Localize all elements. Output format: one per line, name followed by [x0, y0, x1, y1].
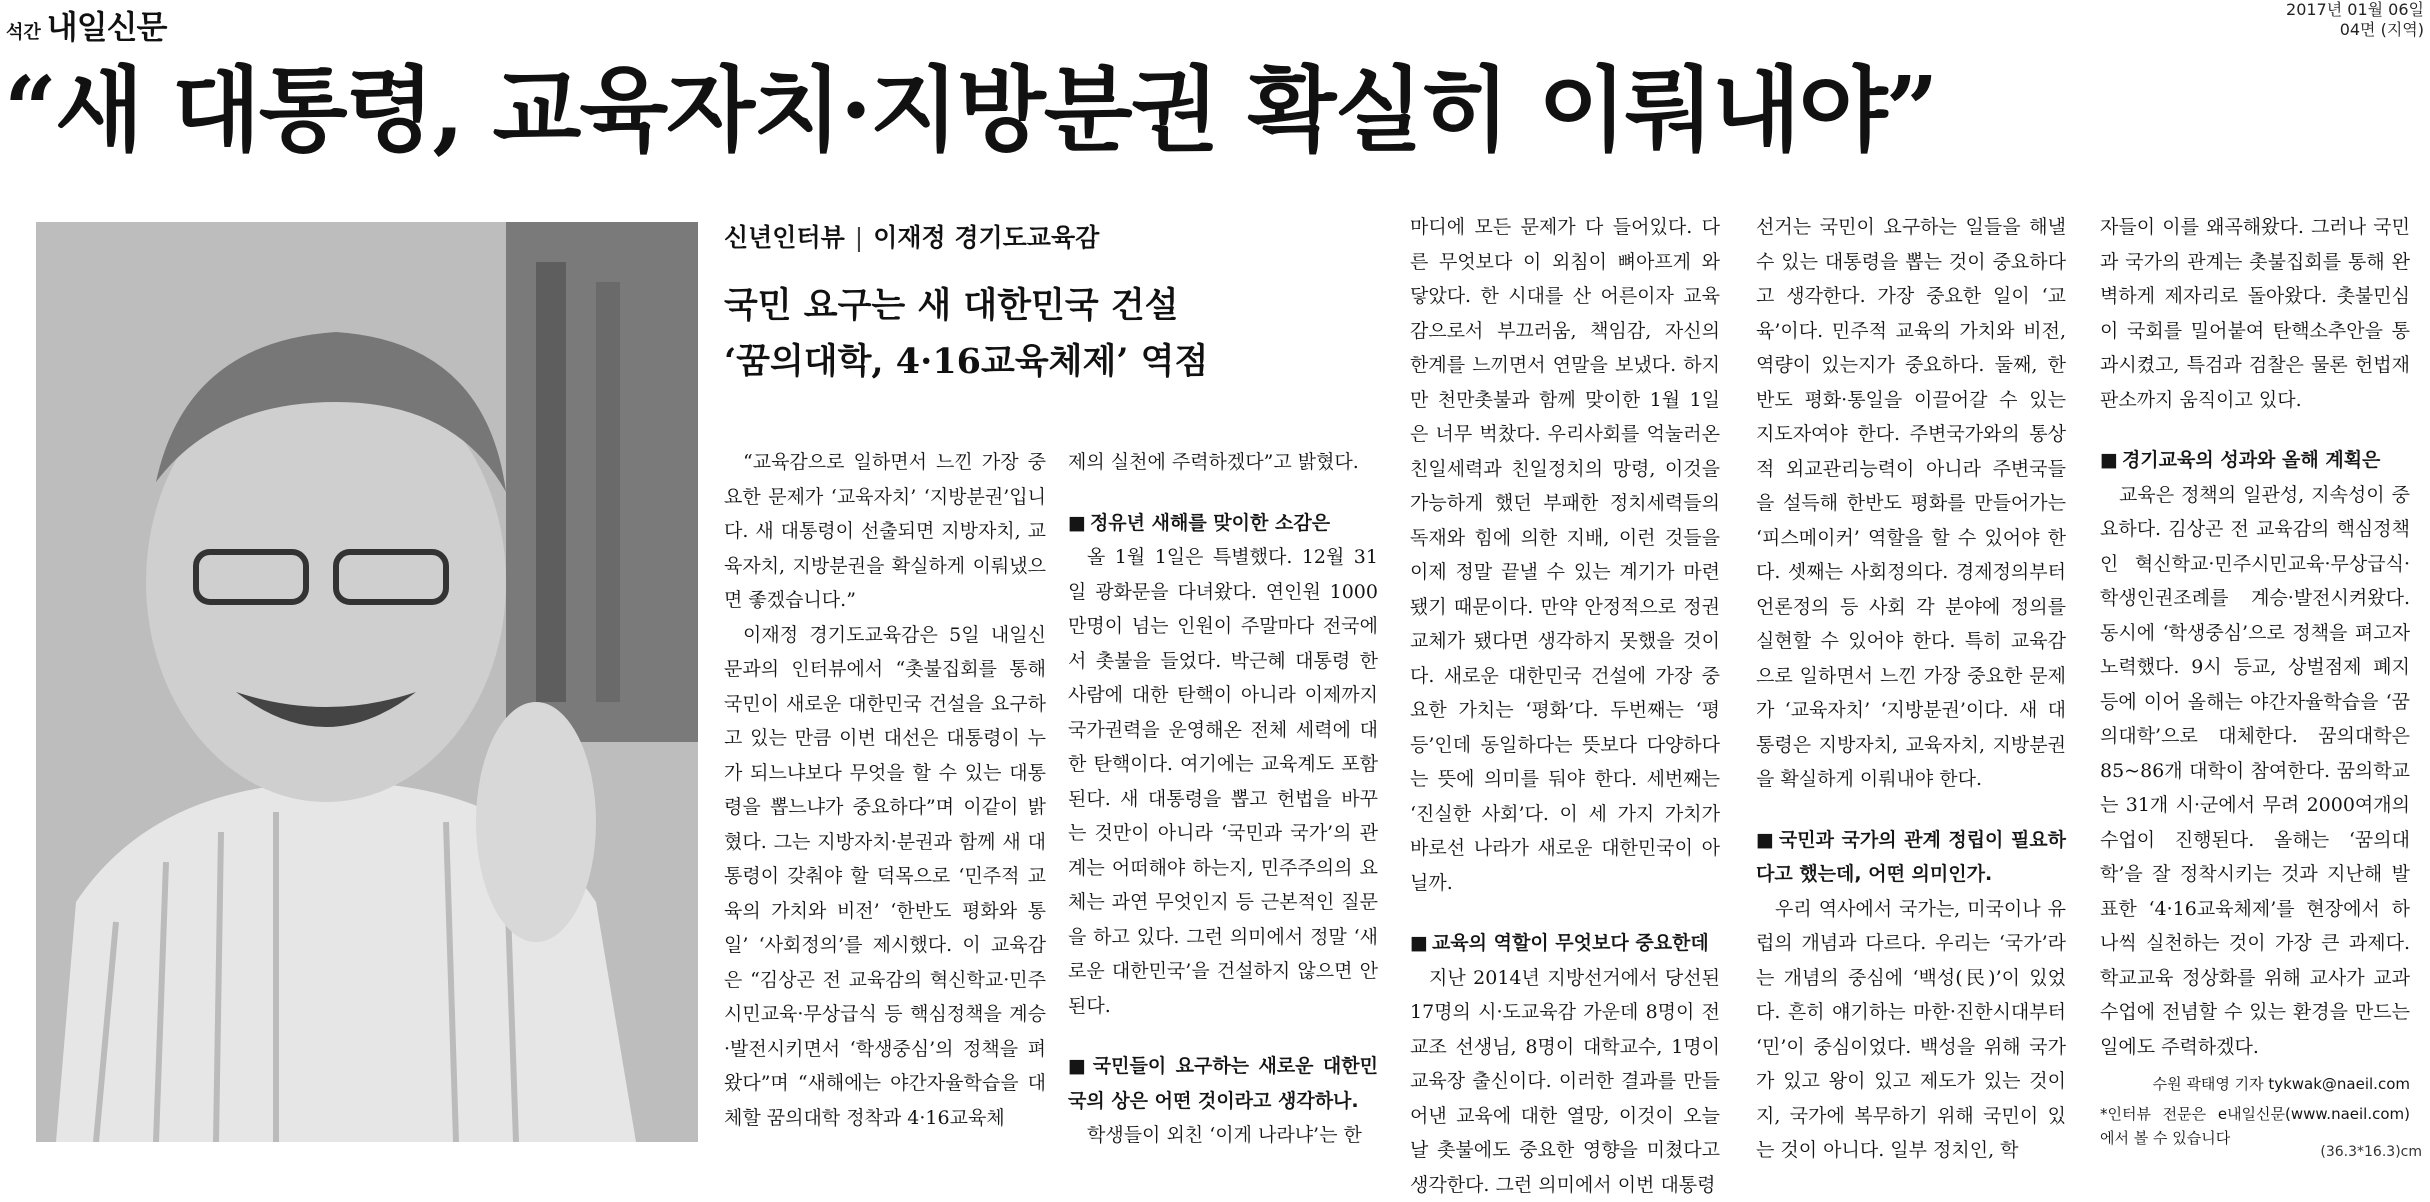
clipping-size: (36.3*16.3)cm [2320, 1144, 2422, 1160]
paragraph: 선거는 국민이 요구하는 일들을 해낼 수 있는 대통령을 뽑는 것이 중요하다고 생각한다. 가장 중요한 일이 ‘교육’이다. 민주적 교육의 가치와 비전, 역량이 있는지가 중요하다. 둘째, 한반도 평화·통일을 이끌어갈 수 있는 지도자여야 한다. 주변국가와의 통상적 외교관리능력이 아니라 주변국들을 설득해 한반도 평화를 만들어가는 ‘피스메이커’ 역할을 할 수 있어야 한다. 셋째는 사회정의다. 경제정의부터 언론정의 등 사회 각 분야에 정의를 실현할 수 있어야 한다. 특히 교육감으로 일하면서 느낀 가장 중요한 문제가 ‘교육자치’ ‘지방분권’이다. 새 대통령은 지방자치, 교육자치, 지방분권을 확실하게 이뤄내야 한다. [1756, 210, 2066, 797]
interview-photo [36, 222, 698, 1142]
headline: “새 대통령, 교육자치·지방분권 확실히 이뤄내야” [4, 40, 2424, 180]
question-heading: ■ 교육의 역할이 무엇보다 중요한데 [1410, 926, 1720, 961]
sub-headline-line-1: 국민 요구는 새 대한민국 건설 [724, 278, 1384, 334]
issue-meta [2286, 0, 2424, 40]
series-label: 신년인터뷰 [724, 223, 845, 252]
article-column-4 [1756, 210, 2066, 1168]
sub-headline [724, 278, 1384, 390]
masthead-logo: 내일신문 [47, 2, 167, 48]
article-column-1 [724, 445, 1046, 1135]
paragraph: “교육감으로 일하면서 느낀 가장 중요한 문제가 ‘교육자치’ ‘지방분권’입니다. 새 대통령이 선출되면 지방자치, 교육자치, 지방분권을 확실하게 이뤄냈으면 좋겠습니다.” [724, 445, 1046, 618]
paragraph: 자들이 이를 왜곡해왔다. 그러나 국민과 국가의 관계는 촛불집회를 통해 완벽하게 제자리로 돌아왔다. 촛불민심이 국회를 밀어붙여 탄핵소추안을 통과시켰고, 특검과 검찰은 물론 헌법재판소까지 움직이고 있다. [2100, 210, 2410, 417]
question-heading: ■ 국민과 국가의 관계 정립이 필요하다고 했는데, 어떤 의미인가. [1756, 823, 2066, 892]
portrait-illustration [36, 222, 698, 1142]
paragraph: 학생들이 외친 ‘이게 나라냐’는 한 [1068, 1118, 1378, 1153]
sub-headline-line-2: ‘꿈의대학, 4·16교육체제’ 역점 [724, 334, 1384, 390]
paragraph: 이재정 경기도교육감은 5일 내일신문과의 인터뷰에서 “촛불집회를 통해 국민이 새로운 대한민국 건설을 요구하고 있는 만큼 이번 대선은 대통령이 누가 되느냐보다 무엇을 할 수 있는 대통령을 뽑느냐가 중요하다”며 이같이 밝혔다. 그는 지방자치·분권과 함께 새 대통령이 갖춰야 할 덕목으로 ‘민주적 교육의 가치와 비전’ ‘한반도 평화와 통일’ ‘사회정의’를 제시했다. 이 교육감은 “김상곤 전 교육감의 혁신학교·민주시민교육·무상급식 등 핵심정책을 계승·발전시키면서 ‘학생중심’의 정책을 펴왔다”며 “새해에는 야간자율학습을 대체할 꿈의대학 정착과 4·16교육체 [724, 618, 1046, 1136]
paragraph: 제의 실천에 주력하겠다”고 밝혔다. [1068, 445, 1378, 480]
paragraph: 교육은 정책의 일관성, 지속성이 중요하다. 김상곤 전 교육감의 핵심정책인 혁신학교·민주시민교육·무상급식·학생인권조례를 계승·발전시켜왔다. 동시에 ‘학생중심’으로 정책을 펴고자 노력했다. 9시 등교, 상벌점제 폐지 등에 이어 올해는 야간자율학습을 ‘꿈의대학’으로 대체한다. 꿈의대학은 85~86개 대학이 참여한다. 꿈의학교는 31개 시·군에서 무려 2000여개의 수업이 진행된다. 올해는 ‘꿈의대학’을 잘 정착시키는 것과 지난해 발표한 ‘4·16교육체제’를 현장에서 하나씩 실천하는 것이 가장 큰 과제다. 학교교육 정상화를 위해 교사가 교과 수업에 전념할 수 있는 환경을 만드는 일에도 주력하겠다. [2100, 478, 2410, 1065]
question-heading: ■ 국민들이 요구하는 새로운 대한민국의 상은 어떤 것이라고 생각하나. [1068, 1049, 1378, 1118]
footnote: *인터뷰 전문은 e내일신문(www.naeil.com)에서 볼 수 있습니다 [2100, 1102, 2410, 1150]
issue-date: 2017년 01월 06일 [2286, 0, 2424, 20]
question-heading: ■ 정유년 새해를 맞이한 소감은 [1068, 506, 1378, 541]
interview-label: 신년인터뷰 | 이재정 경기도교육감 [724, 220, 1099, 256]
issue-page: 04면 (지역) [2286, 20, 2424, 40]
paragraph: 마디에 모든 문제가 다 들어있다. 다 른 무엇보다 이 외침이 뼈아프게 와 닿았다. 한 시대를 산 어른이자 교육감으로서 부끄러움, 책임감, 자신의 한계를 느끼면서 연말을 보냈다. 하지만 천만촛불과 함께 맞이한 1월 1일은 너무 벅찼다. 우리사회를 억눌러온 친일세력과 친일정치의 망령, 이것을 가능하게 했던 부패한 정치세력들의 독재와 힘에 의한 지배, 이런 것들을 이제 정말 끝낼 수 있는 계기가 마련됐기 때문이다. 만약 안정적으로 정권교체가 됐다면 생각하지 못했을 것이다. 새로운 대한민국 건설에 가장 중요한 가치는 ‘평화’다. 두번째는 ‘평등’인데 동일하다는 뜻보다 다양하다는 뜻에 의미를 둬야 한다. 세번째는 ‘진실한 사회’다. 이 세 가지 가치가 바로선 나라가 새로운 대한민국이 아닐까. [1410, 210, 1720, 900]
article-column-3 [1410, 210, 1720, 1202]
article-column-2 [1068, 445, 1378, 1153]
paragraph: 우리 역사에서 국가는, 미국이나 유럽의 개념과 다르다. 우리는 ‘국가’라는 개념의 중심에 ‘백성(民)’이 있었다. 흔히 얘기하는 마한·진한시대부터 ‘민’이 중심이었다. 백성을 위해 국가가 있고 왕이 있고 제도가 있는 것이지, 국가에 복무하기 위해 국민이 있는 것이 아니다. 일부 정치인, 학 [1756, 892, 2066, 1168]
masthead-edition: 석간 [6, 18, 41, 44]
paragraph: 올 1월 1일은 특별했다. 12월 31일 광화문을 다녀왔다. 연인원 1000만명이 넘는 인원이 주말마다 전국에서 촛불을 들었다. 박근혜 대통령 한 사람에 대한 탄핵이 아니라 이제까지 국가권력을 운영해온 전체 세력에 대한 탄핵이다. 여기에는 교육계도 포함된다. 새 대통령을 뽑고 헌법을 바꾸는 것만이 아니라 ‘국민과 국가’의 관계는 어떠해야 하는지, 민주주의의 요체는 과연 무엇인지 등 근본적인 질문을 하고 있다. 그런 의미에서 정말 ‘새로운 대한민국’을 건설하지 않으면 안된다. [1068, 540, 1378, 1023]
article-column-5 [2100, 210, 2410, 1150]
interviewee-label: 이재정 경기도교육감 [873, 223, 1099, 252]
question-heading: ■ 경기교육의 성과와 올해 계획은 [2100, 443, 2410, 478]
paragraph: 지난 2014년 지방선거에서 당선된 17명의 시·도교육감 가운데 8명이 전교조 선생님, 8명이 대학교수, 1명이 교육장 출신이다. 이러한 결과를 만들어낸 교육에 대한 열망, 이것이 오늘날 촛불에도 중요한 영향을 미쳤다고 생각한다. 그런 의미에서 이번 대통령 [1410, 961, 1720, 1202]
reporter-byline: 수원 곽태영 기자 tykwak@naeil.com [2100, 1072, 2410, 1096]
